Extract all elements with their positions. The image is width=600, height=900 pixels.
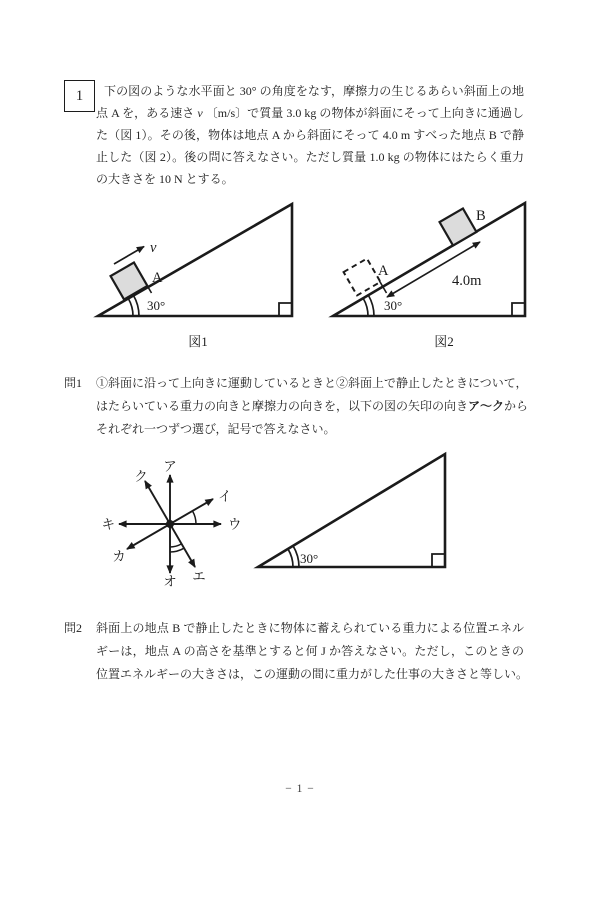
question-1-label: 問1: [64, 376, 83, 390]
compass-label-upper-right: イ: [218, 489, 232, 504]
question-line: ①斜面に沿って上向きに運動しているときと②斜面上で静止したときについて，: [96, 376, 528, 390]
velocity-label: v: [150, 240, 157, 256]
question-line: 斜面上の地点 B で静止したときに物体に蓄えられている重力による位置エネル: [96, 621, 524, 635]
figure-q1-triangle: [250, 446, 455, 578]
compass-label-lower-right: エ: [192, 569, 206, 584]
angle-label: 30°: [147, 298, 166, 313]
choice-range: ア～ク: [468, 399, 505, 413]
compass-label-right: ウ: [228, 517, 242, 532]
intro-line: の大きさを 10 N とする。: [96, 172, 234, 186]
angle-label: 30°: [300, 551, 319, 566]
direction-arrow-upper-left: [145, 481, 170, 524]
intro-line: 止した（図 2）。後の問に答えなさい。ただし質量 1.0 kg の物体にはたらく重力: [96, 150, 524, 164]
question-2-label: 問2: [64, 621, 83, 635]
page-number: − 1 −: [285, 783, 315, 795]
question-line: ギーは，地点 A の高さを基準とすると何 J か答えなさい。ただし，このときの: [96, 644, 524, 658]
intro-line: 点 A を，ある速さ v 〔m/s〕で質量 3.0 kg の物体が斜面にそって上向きに通過し: [96, 106, 524, 120]
question-2-text: [96, 617, 529, 686]
figure-2-caption: 図2: [434, 334, 454, 349]
problem-number: 1: [75, 87, 84, 104]
direction-arrow-lower-right: [170, 524, 195, 567]
figure-1: [90, 196, 305, 354]
velocity-arrow: [114, 247, 144, 265]
point-b-label: B: [476, 208, 486, 224]
compass-center-dot: [166, 520, 174, 528]
direction-arrow-lower-left: [127, 524, 170, 549]
angle-label: 30°: [384, 298, 403, 313]
question-line: それぞれ一つずつ選び，記号で答えなさい。: [96, 422, 336, 436]
figure-2: [325, 196, 535, 354]
compass-label-up: ア: [163, 459, 177, 474]
distance-label: 4.0m: [452, 273, 482, 289]
incline-triangle: [333, 203, 525, 316]
direction-compass: [95, 450, 245, 598]
compass-label-lower-left: カ: [112, 549, 126, 564]
velocity-symbol: v: [197, 106, 203, 120]
intro-line: 下の図のような水平面と 30° の角度をなす，摩擦力の生じるあらい斜面上の地: [104, 84, 524, 98]
direction-arrow-upper-right: [170, 499, 213, 524]
question-line: 位置エネルギーの大きさは，この運動の間に重力がした仕事の大きさと等しい。: [96, 667, 529, 681]
problem-intro: [96, 80, 524, 190]
compass-double-arc-inner: [170, 544, 182, 547]
compass-angle-arc: [193, 511, 197, 524]
compass-double-arc-outer: [170, 548, 184, 552]
compass-label-down: オ: [163, 574, 177, 589]
point-a-label: A: [378, 263, 389, 279]
compass-label-left: キ: [101, 517, 115, 532]
compass-label-upper-left: ク: [134, 469, 148, 484]
problem-number-box: [64, 80, 95, 112]
question-line: はたらいている重力の向きと摩擦力の向きを，以下の図の矢印の向きア～クから: [96, 399, 529, 413]
incline-triangle: [258, 454, 445, 567]
intro-line: た（図 1）。その後，物体は地点 A から斜面にそって 4.0 m すべった地点 B で静: [96, 128, 524, 142]
question-1-text: [96, 372, 529, 441]
incline-triangle: [98, 204, 292, 316]
figure-1-caption: 図1: [188, 334, 208, 349]
point-a-label: A: [152, 270, 163, 286]
